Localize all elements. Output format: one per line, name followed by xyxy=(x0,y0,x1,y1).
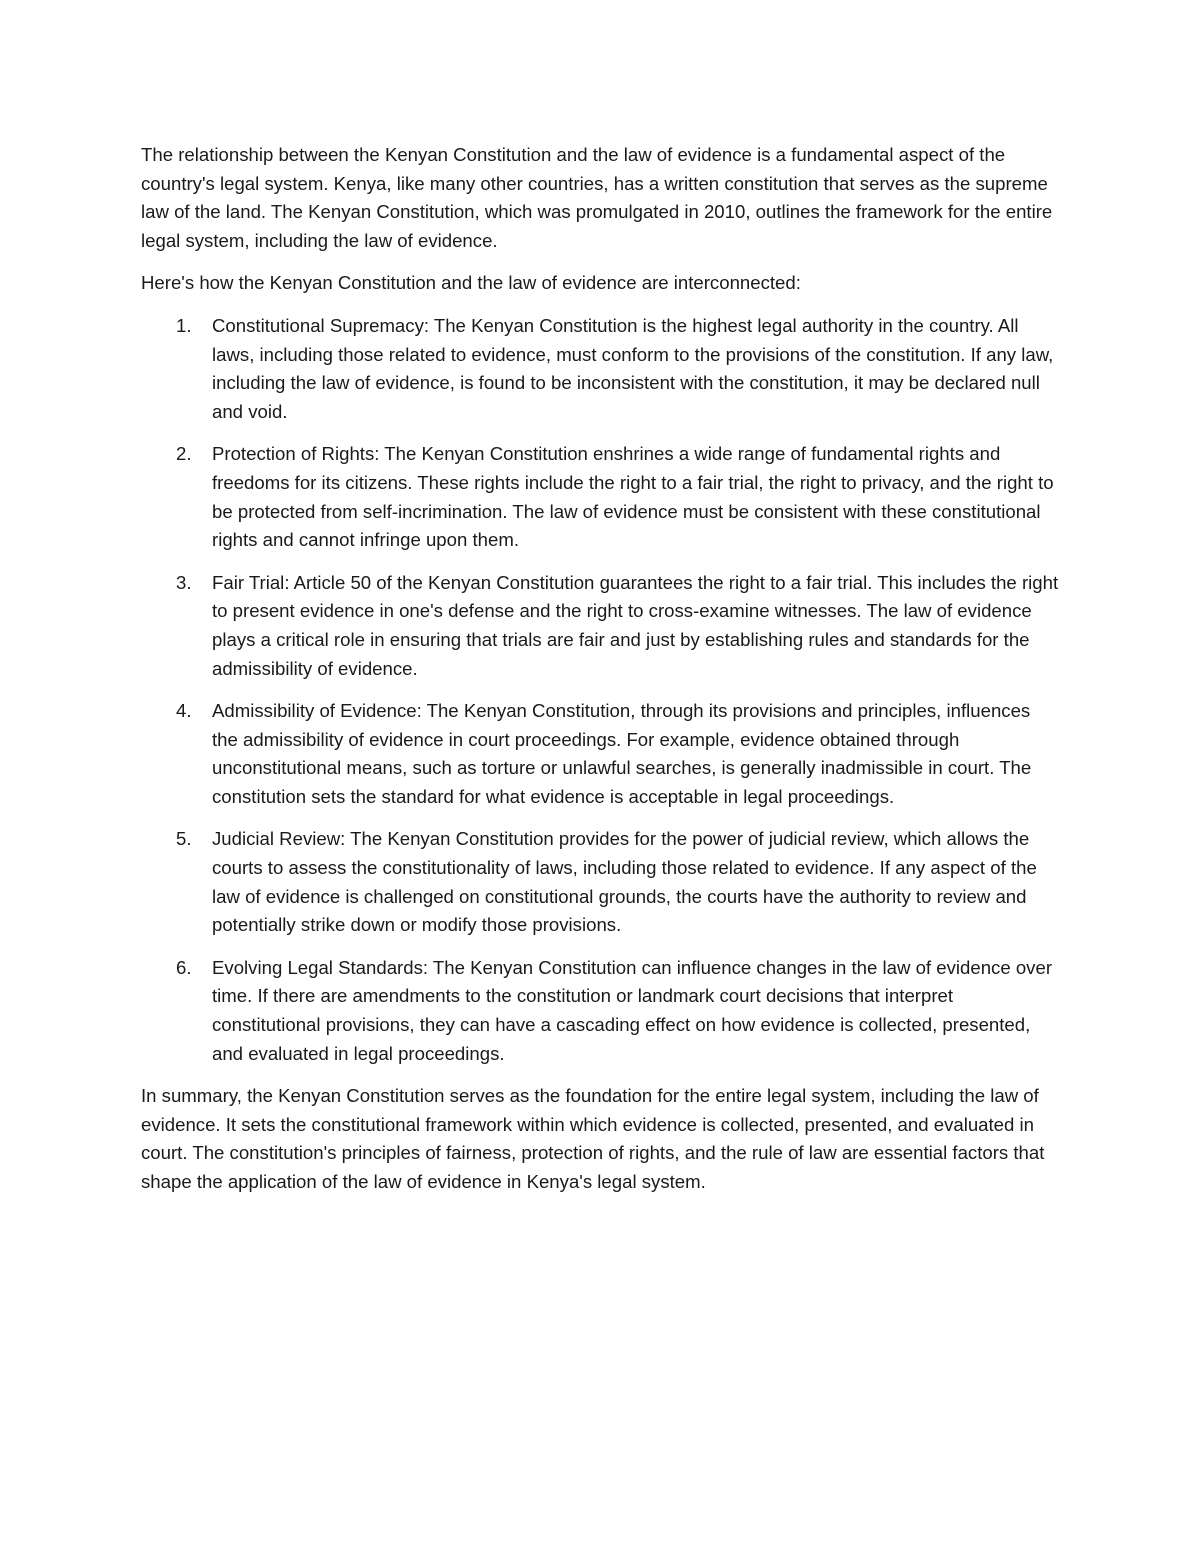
list-item-text: Constitutional Supremacy: The Kenyan Constitution is the highest legal authority in the country. All laws, including those related to evidence, must conform to the provisions of the constitution. If any law, including the law of evidence, is found to be inconsistent with the constitution, it may be declared null and void. xyxy=(212,314,1054,422)
list-item-number: 6. xyxy=(176,956,192,978)
list-item xyxy=(141,825,1061,939)
list-item-number: 3. xyxy=(176,571,192,593)
list-item-number: 2. xyxy=(176,443,192,465)
list-item xyxy=(141,569,1061,683)
list-item-text: Judicial Review: The Kenyan Constitution provides for the power of judicial review, which allows the courts to assess the constitutionality of laws, including those related to evidence. If any aspect of the law of evidence is challenged on constitutional grounds, the courts have the authority to review and potentially strike down or modify those provisions. xyxy=(212,828,1037,936)
list-item xyxy=(141,954,1061,1068)
list-item xyxy=(141,697,1061,811)
lead-paragraph: Here's how the Kenyan Constitution and the law of evidence are interconnected: xyxy=(141,272,801,294)
list-item-text: Protection of Rights: The Kenyan Constitution enshrines a wide range of fundamental rights and freedoms for its citizens. These rights include the right to a fair trial, the right to privacy, and the right to be protected from self-incrimination. The law of evidence must be consistent with these constitutional rights and cannot infringe upon them. xyxy=(212,443,1054,551)
summary-paragraph: In summary, the Kenyan Constitution serves as the foundation for the entire legal system, including the law of evidence. It sets the constitutional framework within which evidence is collected, presented, and evaluated in court. The constitution's principles of fairness, protection of rights, and the rule of law are essential factors that shape the application of the law of evidence in Kenya's legal system. xyxy=(141,1085,1045,1192)
list-item-text: Evolving Legal Standards: The Kenyan Constitution can influence changes in the law of evidence over time. If there are amendments to the constitution or landmark court decisions that interpret constitutional provisions, they can have a cascading effect on how evidence is collected, presented, and evaluated in legal proceedings. xyxy=(212,956,1053,1064)
list-item xyxy=(141,312,1061,426)
list-item-number: 5. xyxy=(176,828,192,850)
list-item xyxy=(141,440,1061,554)
intro-paragraph: The relationship between the Kenyan Constitution and the law of evidence is a fundamental aspect of the country's legal system. Kenya, like many other countries, has a written constitution that serves as the supreme law of the land. The Kenyan Constitution, which was promulgated in 2010, outlines the framework for the entire legal system, including the law of evidence. xyxy=(141,144,1053,251)
document-body xyxy=(141,141,1061,1197)
list-item-number: 1. xyxy=(176,314,192,336)
list-item-text: Fair Trial: Article 50 of the Kenyan Constitution guarantees the right to a fair trial. This includes the right to present evidence in one's defense and the right to cross-examine witnesses. The law of evidence plays a critical role in ensuring that trials are fair and just by establishing rules and standards for the admissibility of evidence. xyxy=(212,571,1059,679)
numbered-list xyxy=(141,312,1061,1068)
list-item-number: 4. xyxy=(176,700,192,722)
list-item-text: Admissibility of Evidence: The Kenyan Constitution, through its provisions and principles, influences the admissibility of evidence in court proceedings. For example, evidence obtained through unconstitutional means, such as torture or unlawful searches, is generally inadmissible in court. The constitution sets the standard for what evidence is acceptable in legal proceedings. xyxy=(212,700,1032,807)
